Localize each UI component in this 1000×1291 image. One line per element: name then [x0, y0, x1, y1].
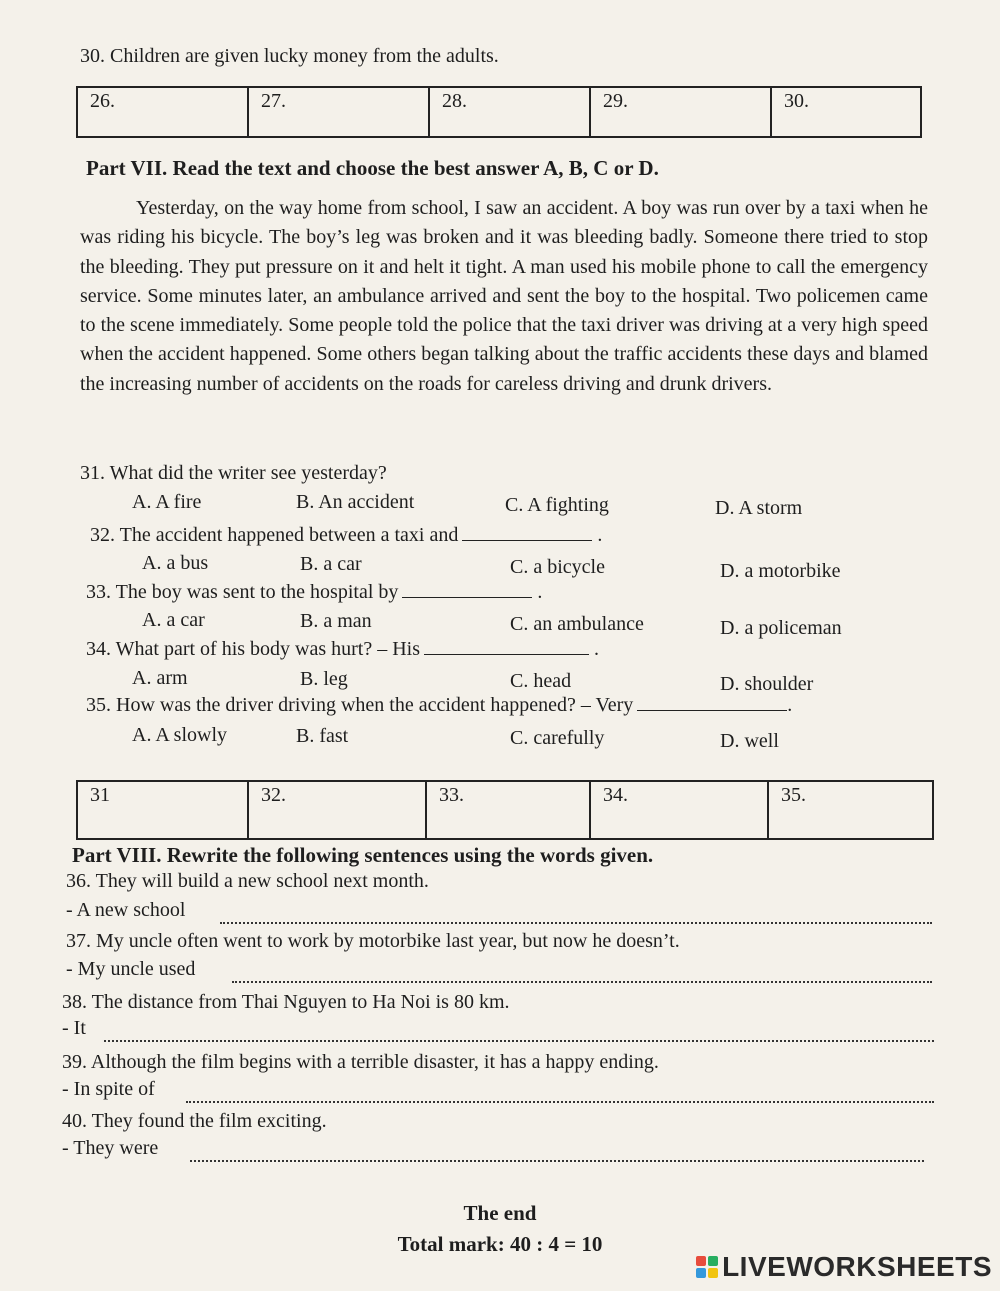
q33-answer-blank[interactable]: [402, 583, 532, 598]
the-end: The end: [463, 1201, 537, 1225]
q34-answer-blank[interactable]: [424, 640, 589, 655]
part7-heading: Part VII. Read the text and choose the best answer A, B, C or D.: [86, 156, 659, 180]
answer-cell-28[interactable]: 28.: [429, 87, 590, 137]
question-33: 33. The boy was sent to the hospital by .: [86, 581, 543, 603]
answer-line-39[interactable]: [186, 1099, 934, 1103]
q35-option-c[interactable]: C. carefully: [510, 727, 605, 749]
q32-option-d[interactable]: D. a motorbike: [720, 560, 841, 582]
q33-option-a[interactable]: A. a car: [142, 609, 205, 631]
total-mark: Total mark: 40 : 4 = 10: [397, 1232, 603, 1256]
liveworksheets-logo-text: LIVEWORKSHEETS: [722, 1251, 992, 1282]
liveworksheets-logo: [696, 1251, 992, 1283]
reading-passage: Yesterday, on the way home from school, I saw an accident. A boy was run over by a taxi when he was riding his bicycle. The boy’s leg was broken and it was bleeding badly. Someone there tried to stop the bleeding. They put pressure on it and helt it tight. A man used his mobile phone to call the emergency service. Some minutes later, an ambulance arrived and sent the boy to the hospital. Two policemen came to the scene immediately. Some people told the police that the taxi driver was driving at a very high speed when the accident happened. Some others began talking about the traffic accidents these days and blamed the increasing number of accidents on the roads for careless driving and drunk drivers.: [80, 197, 928, 395]
question-35: 35. How was the driver driving when the accident happened? – Very .: [86, 694, 793, 716]
q33-option-c[interactable]: C. an ambulance: [510, 613, 644, 635]
q31-option-a[interactable]: A. A fire: [132, 491, 202, 513]
answer-cell-35[interactable]: 35.: [768, 781, 933, 839]
q35-option-a[interactable]: A. A slowly: [132, 724, 228, 746]
prompt-39: - In spite of: [62, 1078, 155, 1100]
question-31: 31. What did the writer see yesterday?: [80, 462, 387, 484]
answer-cell-26[interactable]: 26.: [77, 87, 248, 137]
q34-option-a[interactable]: A. arm: [132, 667, 188, 689]
part8-heading: Part VIII. Rewrite the following sentences using the words given.: [72, 843, 654, 867]
answer-line-36[interactable]: [220, 920, 932, 924]
question-34: 34. What part of his body was hurt? – His .: [86, 638, 600, 660]
q32-option-b[interactable]: B. a car: [300, 553, 362, 575]
answer-line-40[interactable]: [190, 1158, 924, 1162]
answer-cell-27[interactable]: 27.: [248, 87, 429, 137]
answer-cell-29[interactable]: 29.: [590, 87, 771, 137]
question-38: 38. The distance from Thai Nguyen to Ha Noi is 80 km.: [62, 991, 510, 1013]
prompt-38: - It: [62, 1017, 86, 1039]
q33-option-d[interactable]: D. a policeman: [720, 617, 842, 639]
q32-option-c[interactable]: C. a bicycle: [510, 556, 605, 578]
question-37: 37. My uncle often went to work by motorbike last year, but now he doesn’t.: [66, 930, 680, 952]
prompt-36: - A new school: [66, 899, 186, 921]
answer-cell-30[interactable]: 30.: [771, 87, 921, 137]
question-34-stem: 34. What part of his body was hurt? – His: [86, 638, 421, 660]
q34-option-c[interactable]: C. head: [510, 670, 572, 692]
answer-table-31-35: [76, 780, 934, 840]
question-32: 32. The accident happened between a taxi and .: [90, 524, 603, 546]
prompt-40: - They were: [62, 1137, 159, 1159]
answer-line-37[interactable]: [232, 979, 932, 983]
question-30: 30. Children are given lucky money from the adults.: [80, 45, 499, 67]
question-32-stem: 32. The accident happened between a taxi and: [90, 524, 459, 546]
question-39: 39. Although the film begins with a terrible disaster, it has a happy ending.: [62, 1051, 659, 1073]
answer-line-38[interactable]: [104, 1038, 934, 1042]
q32-answer-blank[interactable]: [462, 526, 592, 541]
liveworksheets-logo-icon: [696, 1256, 718, 1278]
answer-cell-32[interactable]: 32.: [248, 781, 426, 839]
question-40: 40. They found the film exciting.: [62, 1110, 327, 1132]
q35-answer-blank[interactable]: [637, 696, 787, 711]
question-36: 36. They will build a new school next month.: [66, 870, 429, 892]
answer-table-26-30: [76, 86, 922, 138]
q31-option-b[interactable]: B. An accident: [296, 491, 415, 513]
answer-cell-34[interactable]: 34.: [590, 781, 768, 839]
answer-cell-31[interactable]: 31: [77, 781, 248, 839]
q33-option-b[interactable]: B. a man: [300, 610, 372, 632]
q34-option-b[interactable]: B. leg: [300, 668, 348, 690]
question-33-stem: 33. The boy was sent to the hospital by: [86, 581, 399, 603]
prompt-37: - My uncle used: [66, 958, 196, 980]
q35-option-d[interactable]: D. well: [720, 730, 779, 752]
q31-option-d[interactable]: D. A storm: [715, 497, 803, 519]
answer-cell-33[interactable]: 33.: [426, 781, 590, 839]
q35-option-b[interactable]: B. fast: [296, 725, 349, 747]
q32-option-a[interactable]: A. a bus: [142, 552, 209, 574]
q34-option-d[interactable]: D. shoulder: [720, 673, 814, 695]
q31-option-c[interactable]: C. A fighting: [505, 494, 609, 516]
question-35-stem: 35. How was the driver driving when the accident happened? – Very: [86, 694, 634, 716]
